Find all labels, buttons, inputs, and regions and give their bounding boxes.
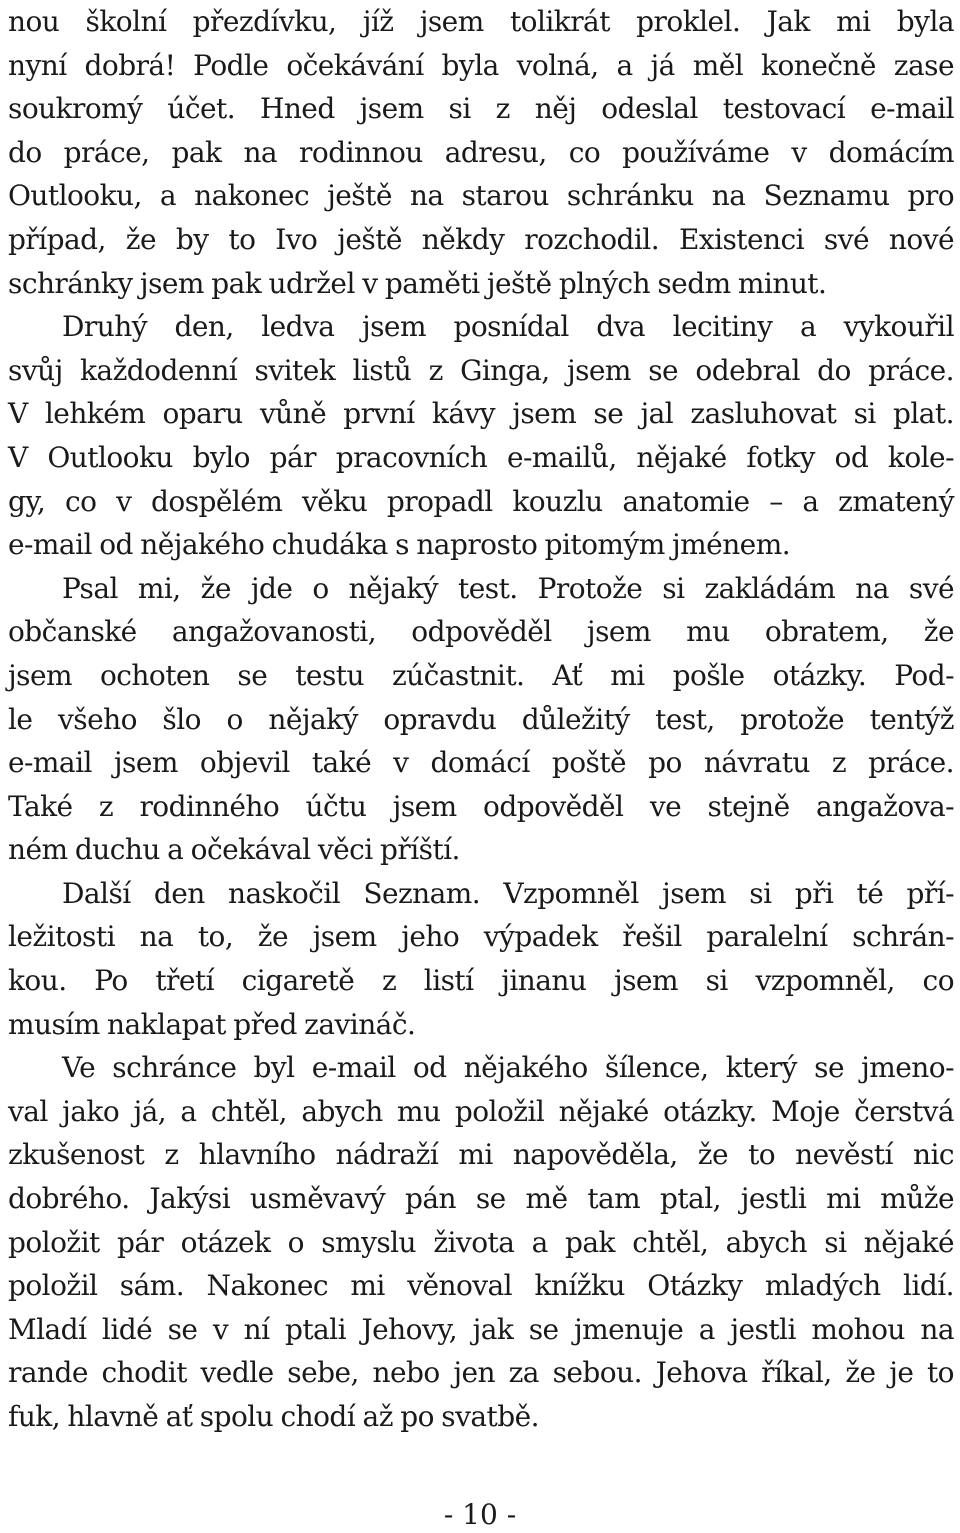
text-line: Druhý den, ledva jsem posnídal dva lecitiny a vykouřil [62,310,954,344]
text-line: e-mail jsem objevil také v domácí poště po návratu z práce. [8,746,954,780]
text-line: fuk, hlavně ať spolu chodí až po svatbě. [8,1400,539,1433]
text-line: nyní dobrá! Podle očekávání byla volná, a já měl konečně zase [8,48,954,82]
text-line: musím naklapat před zavináč. [8,1007,416,1041]
text-line: e-mail od nějakého chudáka s naprosto pitomým jménem. [8,528,791,562]
text-line: le všeho šlo o nějaký opravdu důležitý test, protože tentýž [8,702,954,736]
text-line: rande chodit vedle sebe, nebo jen za sebou. Jehova říkal, že je to [8,1356,954,1390]
text-line: val jako já, a chtěl, abych mu položil nějaké otázky. Moje čerstvá [8,1094,954,1128]
text-line: Psal mi, že jde o nějaký test. Protože si zakládám na své [62,571,954,605]
text-line: Outlooku, a nakonec ještě na starou schránku na Seznamu pro [8,179,954,213]
text-line: Další den naskočil Seznam. Vzpomněl jsem si při té pří- [62,876,954,910]
page-number: - 10 - [443,1498,517,1531]
text-line: gy, co v dospělém věku propadl kouzlu anatomie – a zmatený [8,484,954,518]
text-line: V Outlooku bylo pár pracovních e-mailů, nějaké fotky od kole- [8,440,954,474]
text-line: položit pár otázek o smyslu života a pak chtěl, abych si nějaké [8,1225,954,1259]
text-line: svůj každodenní svitek listů z Ginga, jsem se odebral do práce. [8,353,954,387]
text-line: položil sám. Nakonec mi věnoval knížku Otázky mladých lidí. [8,1269,954,1303]
text-line: nou školní přezdívku, jíž jsem tolikrát proklel. Jak mi byla [8,5,954,38]
page-body [8,0,954,1439]
text-line: Ve schránce byl e-mail od nějakého šílence, který se jmeno- [62,1051,954,1085]
text-line: občanské angažovanosti, odpověděl jsem mu obratem, že [8,615,954,649]
text-line: Také z rodinného účtu jsem odpověděl ve stejně angažova- [8,789,954,823]
text-line: jsem ochoten se testu zúčastnit. Ať mi pošle otázky. Pod- [8,658,954,692]
paragraph [8,567,954,872]
text-line: do práce, pak na rodinnou adresu, co používáme v domácím [8,135,954,169]
text-line: dobrého. Jakýsi usměvavý pán se mě tam ptal, jestli mi může [8,1182,954,1216]
text-line: ležitosti na to, že jsem jeho výpadek řešil paralelní schrán- [8,920,954,954]
paragraph [8,305,954,567]
paragraph [8,0,954,305]
text-line: Mladí lidé se v ní ptali Jehovy, jak se jmenuje a jestli mohou na [8,1312,954,1346]
text-line: soukromý účet. Hned jsem si z něj odeslal testovací e-mail [8,92,954,126]
text-line: případ, že by to Ivo ještě někdy rozchodil. Existenci své nové [8,222,954,256]
paragraph [8,1046,954,1438]
text-line: ném duchu a očekával věci příští. [8,833,460,867]
text-line: V lehkém oparu vůně první kávy jsem se jal zasluhovat si plat. [8,397,954,431]
text-line: zkušenost z hlavního nádraží mi napověděla, že to nevěstí nic [8,1138,954,1172]
paragraph [8,872,954,1046]
text-line: schránky jsem pak udržel v paměti ještě plných sedm minut. [8,266,827,300]
text-line: kou. Po třetí cigaretě z listí jinanu jsem si vzpomněl, co [8,964,954,998]
